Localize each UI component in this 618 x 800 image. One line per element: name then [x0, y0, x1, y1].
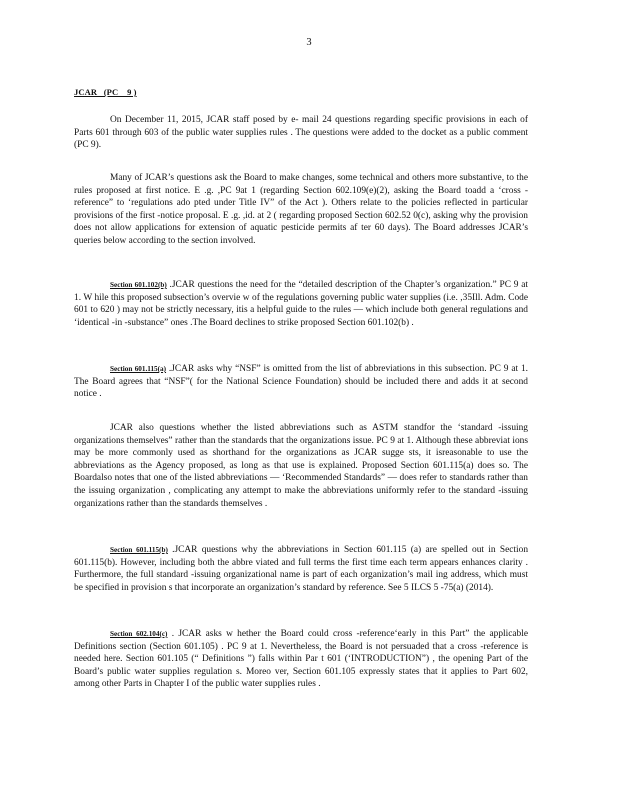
paragraph-text: .JCAR asks why “NSF” is omitted from the list of abbreviations in this subsection. PC 9 at 1. The Board agrees that “NSF”( for the National Science Foundation) should be included there and adds it at second notice .: [74, 364, 529, 400]
page-number: 3: [306, 37, 312, 48]
section-reference: Section 601.102(b): [110, 281, 167, 289]
paragraph-text: .JCAR questions the need for the “detailed description of the Chapter’s organization.” PC 9 at 1. W hile this proposed subsection’s overvie w of the regulations governing public water supplies (i.e. ,35Ill. Adm. Code 601 to 620 ) may not be strictly necessary, itis a helpful guide to the rules — which include both general regulations and ‘identical -in -substance” ones .The Board declines to strike proposed Section 601.102(b) .: [74, 280, 528, 328]
paragraph-intro: [74, 114, 528, 152]
section-reference: Section 602.104(c): [110, 630, 168, 638]
paragraph-text: Many of JCAR’s questions ask the Board to make changes, some technical and others more substantive, to the rules proposed at first notice. E .g. ,PC 9at 1 (regarding Section 602.109(e)(2), asking the Board toadd a ‘cross - reference” to ‘regulations ado pted under Title IV” of the Act ). Others relate to the policies reflected in particular provisions of the first -notice proposal. E .g. ,id. at 2 ( regarding proposed Section 602.52 0(c), asking why the provision does not allow applications for extension of aquatic pesticide permits af ter 60 days). The Board addresses JCAR’s queries below according to the section involved.: [74, 173, 528, 246]
paragraph-jcar-questions: [74, 172, 528, 248]
paragraph-abbreviations: [74, 422, 528, 510]
paragraph-text: JCAR also questions whether the listed abbreviations such as ASTM standfor the ‘standard -issuing organizations themselves” rather than the standards that the organizations issue. PC 9 at 1. Although these abbreviat ions may be more commonly used as shorthand for the organizations as JCAR sugge sts, it isreasonable to use the abbreviations as the Agency proposed, as long as that use is explained. Proposed Section 601.115(a) does so. The Boardalso notes that one of the listed abbreviations — ‘Recommended Standards” — does refer to standards rather than the issuing organization , complicating any attempt to make the abbreviations uniformly refer to the standard -issuing organizations rather than the standards themselves .: [74, 423, 528, 509]
section-reference: Section 601.115(a): [110, 365, 167, 373]
paragraph-section-602-104c: [74, 628, 528, 691]
section-heading-jcar: JCAR (PC 9 ): [74, 87, 137, 97]
paragraph-section-601-102b: [74, 279, 528, 329]
paragraph-text: . JCAR asks w hether the Board could cross -reference‘early in this Part” the applicable Definitions section (Section 601.105) . PC 9 at 1. Nevertheless, the Board is not persuaded that a cross -reference is needed here. Section 601.105 (“ Definitions ”) falls within Par t 601 (‘INTRODUCTION”) , the opening Part of the Board’s public water supplies regulation s. Moreo ver, Section 601.105 expressly states that it applies to Part 602, among other Parts in Chapter I of the public water supplies rules .: [74, 629, 528, 690]
paragraph-text: On December 11, 2015, JCAR staff posed by e- mail 24 questions regarding specific provisions in each of Parts 601 through 603 of the public water supplies rules . The questions were added to the docket as a public comment (PC 9).: [74, 115, 528, 151]
paragraph-text: .JCAR questions why the abbreviations in Section 601.115 (a) are spelled out in Section 601.115(b). However, including both the abbre viated and full terms the first time each term appears enhances clarity . Furthermore, the full standard -issuing organizational name is part of each organization’s mail ing address, which must be specified in provision s that incorporate an organization’s standard by reference. See 5 ILCS 5 -75(a) (2014).: [74, 545, 529, 593]
paragraph-section-601-115a: [74, 363, 528, 401]
paragraph-section-601-115b: [74, 544, 528, 594]
section-reference: Section 601.115(b): [110, 546, 168, 554]
